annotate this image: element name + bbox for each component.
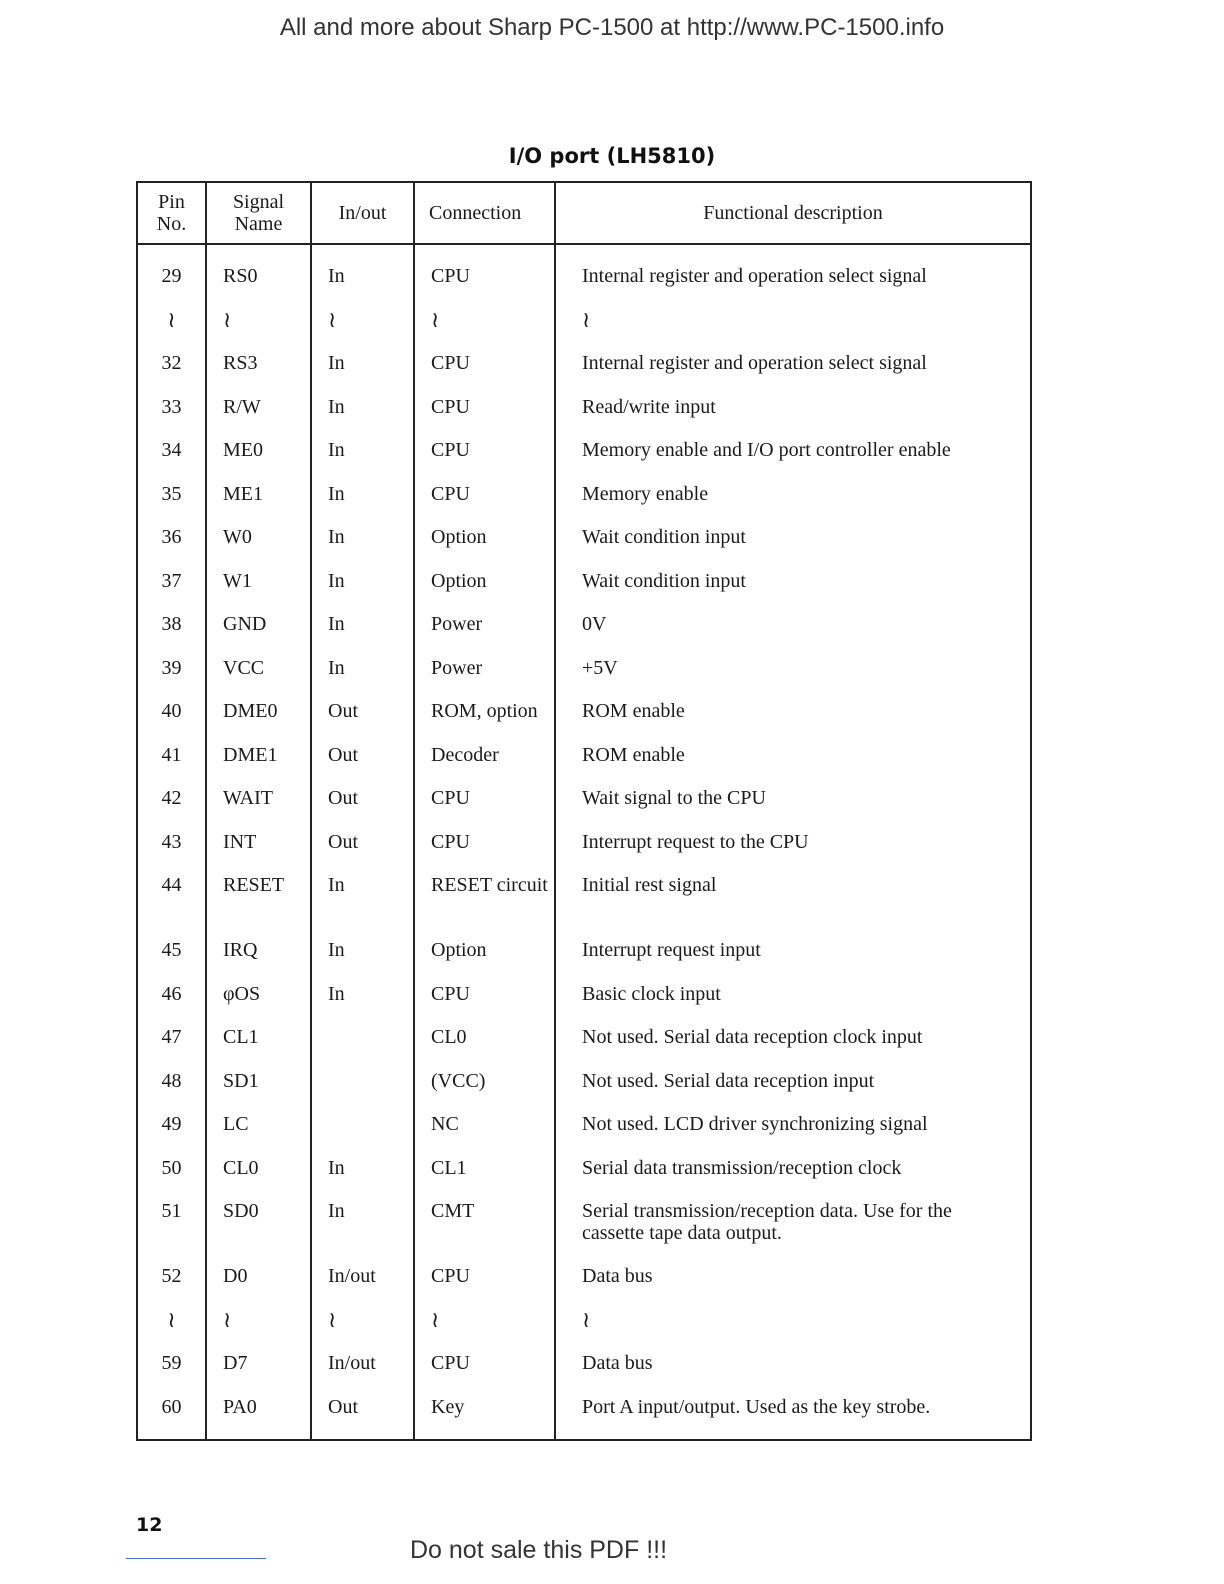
cell-inout [311,1113,414,1157]
cell-inout: In [311,939,414,983]
cell-inout: In [311,874,414,939]
cell-connection: CPU [414,1352,555,1396]
table-row [137,439,1031,483]
cell-connection: Option [414,570,555,614]
cell-signal: ME1 [206,483,311,527]
cell-connection: CPU [414,352,555,396]
table-row [137,1396,1031,1441]
cell-description: Wait condition input [555,570,1031,614]
cell-description: Port A input/output. Used as the key strobe. [555,1396,1031,1441]
table-row [137,874,1031,939]
column-header-inout: In/out [311,182,414,244]
cell-connection: Option [414,526,555,570]
cell-signal: INT [206,831,311,875]
cell-pin: 45 [137,939,206,983]
column-header-connection: Connection [414,182,555,244]
column-header-description: Functional description [555,182,1031,244]
cell-inout: In [311,265,414,309]
cell-connection: Key [414,1396,555,1441]
cell-inout: In [311,439,414,483]
cell-description: Basic clock input [555,983,1031,1027]
cell-pin: 51 [137,1200,206,1265]
cell-connection: ≀ [414,309,555,353]
cell-connection: NC [414,1113,555,1157]
table-row [137,265,1031,309]
cell-connection: CL1 [414,1157,555,1201]
cell-inout: In [311,570,414,614]
table-row [137,700,1031,744]
cell-pin: 52 [137,1265,206,1309]
cell-connection: ≀ [414,1309,555,1353]
cell-description: Data bus [555,1352,1031,1396]
table-row [137,983,1031,1027]
cell-connection: RESET circuit [414,874,555,939]
cell-description: 0V [555,613,1031,657]
cell-signal: W1 [206,570,311,614]
cell-description: Internal register and operation select signal [555,265,1031,309]
table-row [137,309,1031,353]
table-body [137,244,1031,1440]
cell-inout: In [311,657,414,701]
cell-connection: Option [414,939,555,983]
cell-connection: CPU [414,787,555,831]
cell-description: ≀ [555,309,1031,353]
table-header-row [137,182,1031,244]
cell-description: Data bus [555,1265,1031,1309]
cell-signal: SD1 [206,1070,311,1114]
cell-signal: VCC [206,657,311,701]
page-number: 12 [136,1514,163,1536]
cell-signal: DME0 [206,700,311,744]
cell-signal: IRQ [206,939,311,983]
cell-description: Not used. Serial data reception clock input [555,1026,1031,1070]
cell-pin: 44 [137,874,206,939]
cell-inout: In/out [311,1265,414,1309]
table-row [137,939,1031,983]
table-row [137,1157,1031,1201]
cell-description: Not used. LCD driver synchronizing signal [555,1113,1031,1157]
cell-inout: In [311,396,414,440]
cell-connection: CPU [414,831,555,875]
cell-pin: 50 [137,1157,206,1201]
cell-connection: CPU [414,483,555,527]
footer-note: Do not sale this PDF !!! [410,1536,668,1564]
cell-pin: 36 [137,526,206,570]
cell-inout: In [311,613,414,657]
cell-pin: 59 [137,1352,206,1396]
cell-inout: ≀ [311,309,414,353]
cell-inout: In [311,352,414,396]
cell-pin: 48 [137,1070,206,1114]
cell-inout: In [311,1200,414,1265]
table-row [137,1265,1031,1309]
cell-pin: 49 [137,1113,206,1157]
column-header-signal: Signal Name [206,182,311,244]
cell-pin: 60 [137,1396,206,1441]
table-row [137,352,1031,396]
cell-inout: ≀ [311,1309,414,1353]
cell-signal: PA0 [206,1396,311,1441]
cell-signal: D7 [206,1352,311,1396]
cell-pin: 39 [137,657,206,701]
cell-inout: Out [311,831,414,875]
cell-signal: CL0 [206,1157,311,1201]
cell-connection: Power [414,613,555,657]
cell-pin: 35 [137,483,206,527]
cell-signal: φOS [206,983,311,1027]
cell-inout: Out [311,787,414,831]
table-row [137,1352,1031,1396]
cell-pin: ≀ [137,309,206,353]
table-spacer-row [137,244,1031,265]
cell-pin: 47 [137,1026,206,1070]
cell-inout: In/out [311,1352,414,1396]
cell-pin: 34 [137,439,206,483]
cell-inout: Out [311,744,414,788]
cell-pin: 46 [137,983,206,1027]
table-row [137,744,1031,788]
table-row [137,396,1031,440]
table-row [137,1309,1031,1353]
cell-connection: CMT [414,1200,555,1265]
cell-connection: Power [414,657,555,701]
table-row [137,657,1031,701]
io-port-table [136,181,1032,1441]
cell-connection: CPU [414,983,555,1027]
cell-signal: R/W [206,396,311,440]
cell-description: Wait condition input [555,526,1031,570]
cell-connection: CPU [414,439,555,483]
cell-inout [311,1070,414,1114]
cell-inout [311,1026,414,1070]
cell-description: Memory enable and I/O port controller enable [555,439,1031,483]
cell-description: Serial transmission/reception data. Use for the cassette tape data output. [555,1200,1031,1265]
cell-description: Not used. Serial data reception input [555,1070,1031,1114]
cell-signal: LC [206,1113,311,1157]
cell-connection: CPU [414,265,555,309]
cell-description: Read/write input [555,396,1031,440]
cell-signal: RESET [206,874,311,939]
cell-description: Initial rest signal [555,874,1031,939]
cell-signal: CL1 [206,1026,311,1070]
table-row [137,1070,1031,1114]
cell-description: Wait signal to the CPU [555,787,1031,831]
cell-pin: 38 [137,613,206,657]
table-row [137,1113,1031,1157]
cell-description: Interrupt request to the CPU [555,831,1031,875]
header-note: All and more about Sharp PC-1500 at http://www.PC-1500.info [279,14,945,41]
cell-inout: Out [311,700,414,744]
cell-signal: D0 [206,1265,311,1309]
cell-inout: In [311,526,414,570]
cell-description: Serial data transmission/reception clock [555,1157,1031,1201]
cell-pin: 32 [137,352,206,396]
cell-description: Memory enable [555,483,1031,527]
footer-link-underline [126,1558,266,1559]
table-row [137,1200,1031,1265]
cell-description: ≀ [555,1309,1031,1353]
cell-connection: CPU [414,1265,555,1309]
cell-inout: Out [311,1396,414,1441]
cell-description: Interrupt request input [555,939,1031,983]
cell-signal: ≀ [206,1309,311,1353]
cell-pin: 29 [137,265,206,309]
cell-pin: 43 [137,831,206,875]
cell-signal: ME0 [206,439,311,483]
cell-signal: WAIT [206,787,311,831]
cell-signal: SD0 [206,1200,311,1265]
cell-pin: 42 [137,787,206,831]
table-row [137,613,1031,657]
cell-inout: In [311,483,414,527]
cell-pin: 37 [137,570,206,614]
cell-description: ROM enable [555,700,1031,744]
cell-connection: ROM, option [414,700,555,744]
cell-signal: W0 [206,526,311,570]
cell-signal: RS3 [206,352,311,396]
cell-pin: 41 [137,744,206,788]
table-row [137,1026,1031,1070]
table-row [137,831,1031,875]
cell-signal: GND [206,613,311,657]
table-title: I/O port (LH5810) [508,144,716,168]
cell-pin: ≀ [137,1309,206,1353]
table-row [137,483,1031,527]
cell-connection: Decoder [414,744,555,788]
cell-description: Internal register and operation select signal [555,352,1031,396]
cell-pin: 40 [137,700,206,744]
cell-connection: (VCC) [414,1070,555,1114]
table-row [137,787,1031,831]
cell-pin: 33 [137,396,206,440]
cell-description: +5V [555,657,1031,701]
cell-inout: In [311,983,414,1027]
cell-signal: DME1 [206,744,311,788]
cell-signal: ≀ [206,309,311,353]
table-row [137,526,1031,570]
cell-connection: CL0 [414,1026,555,1070]
table-row [137,570,1031,614]
column-header-pin: Pin No. [137,182,206,244]
cell-connection: CPU [414,396,555,440]
cell-inout: In [311,1157,414,1201]
cell-description: ROM enable [555,744,1031,788]
cell-signal: RS0 [206,265,311,309]
